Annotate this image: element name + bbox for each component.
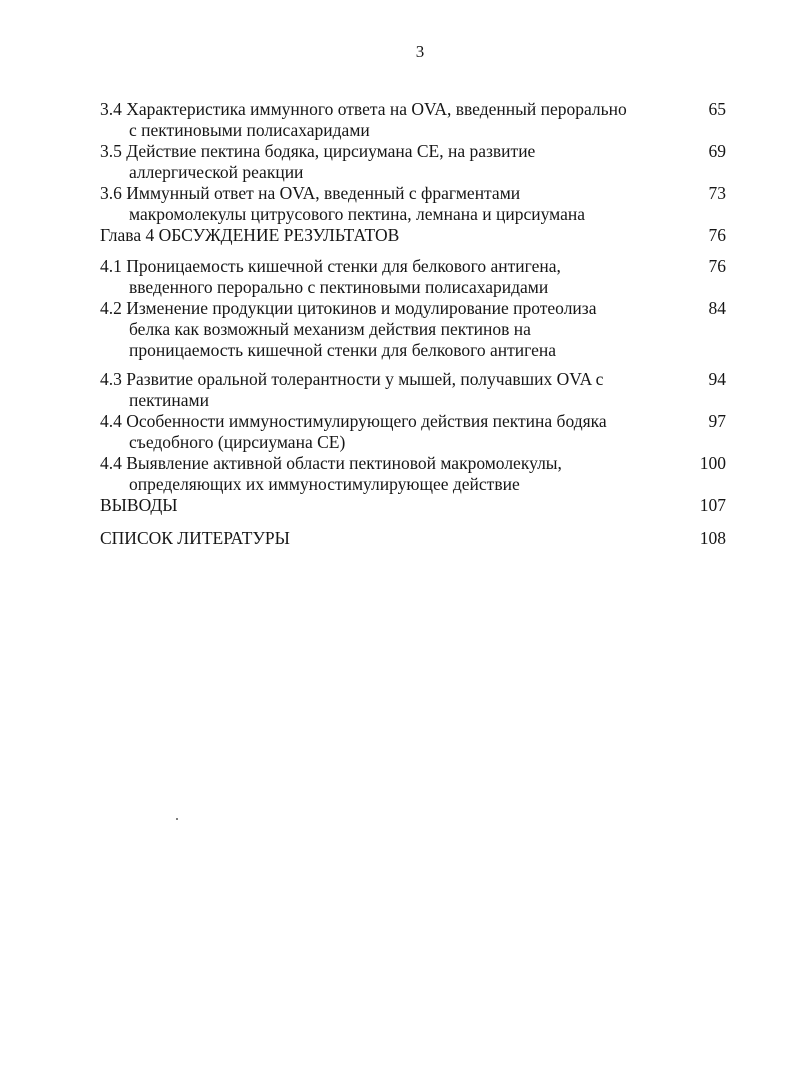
toc-entry-4-4-features xyxy=(100,411,726,453)
toc-entry-4-4-active-region xyxy=(100,453,726,495)
toc-entry-page: 100 xyxy=(699,453,726,473)
toc-entry-4-2 xyxy=(100,298,726,361)
toc-entry-line: аллергической реакции xyxy=(129,162,304,182)
toc-entry-line: введенного перорально с пектиновыми полисахаридами xyxy=(129,277,549,297)
toc-entry-title xyxy=(100,225,690,246)
toc-entry-line: макромолекулы цитрусового пектина, лемнана и цирсиумана xyxy=(129,204,585,224)
toc-entry-line: 3.6 Иммунный ответ на OVA, введенный с фрагментами xyxy=(100,183,521,203)
toc-entry-line: СПИСОК ЛИТЕРАТУРЫ xyxy=(100,528,290,548)
toc-entry-3-4 xyxy=(100,99,726,141)
toc-entry-title xyxy=(100,495,690,516)
toc-entry-line: 4.3 Развитие оральной толерантности у мышей, получавших OVA с xyxy=(100,369,604,389)
toc-entry-line: 3.5 Действие пектина бодяка, цирсиумана CE, на развитие xyxy=(100,141,536,161)
toc-entry-line: Глава 4 ОБСУЖДЕНИЕ РЕЗУЛЬТАТОВ xyxy=(100,225,400,245)
toc-entry-page: 108 xyxy=(699,528,726,548)
toc-entry-page: 76 xyxy=(708,256,726,276)
toc-entry-title xyxy=(100,528,690,549)
toc-entry-page: 94 xyxy=(708,369,726,389)
toc-entry-line: 4.2 Изменение продукции цитокинов и модулирование протеолиза xyxy=(100,298,597,318)
toc-entry-page: 65 xyxy=(708,99,726,119)
toc-entry-line: проницаемость кишечной стенки для белкового антигена xyxy=(129,340,556,360)
toc-entry-title xyxy=(100,141,690,183)
toc-entry-line: с пектиновыми полисахаридами xyxy=(129,120,370,140)
toc-entry-line: 4.4 Выявление активной области пектиновой макромолекулы, xyxy=(100,453,562,473)
toc-entry-line: пектинами xyxy=(129,390,209,410)
toc-entry-title xyxy=(100,411,690,453)
toc-entry-references xyxy=(100,528,726,549)
toc-entry-page: 107 xyxy=(699,495,726,515)
toc-entry-line: 4.1 Проницаемость кишечной стенки для белкового антигена, xyxy=(100,256,561,276)
toc-entry-title xyxy=(100,298,690,361)
toc-entry-line: белка как возможный механизм действия пектинов на xyxy=(129,319,531,339)
toc-entry-4-3 xyxy=(100,369,726,411)
toc-entry-line: определяющих их иммуностимулирующее действие xyxy=(129,474,520,494)
toc-entry-3-6 xyxy=(100,183,726,225)
toc-entry-line: 3.4 Характеристика иммунного ответа на OVA, введенный перорально xyxy=(100,99,627,119)
page-number: 3 xyxy=(415,42,425,61)
toc-entry-page: 84 xyxy=(708,298,726,318)
toc-entry-chapter-4 xyxy=(100,225,726,246)
toc-entry-line: съедобного (цирсиумана CE) xyxy=(129,432,346,452)
toc-entry-title xyxy=(100,183,690,225)
toc-entry-conclusions xyxy=(100,495,726,516)
toc-entry-title xyxy=(100,99,690,141)
toc-entry-title xyxy=(100,369,690,411)
table-of-contents xyxy=(100,99,726,549)
toc-entry-page: 97 xyxy=(708,411,726,431)
scan-speck xyxy=(176,818,178,820)
toc-entry-page: 76 xyxy=(708,225,726,245)
toc-entry-title xyxy=(100,256,690,298)
toc-entry-4-1 xyxy=(100,256,726,298)
toc-entry-page: 73 xyxy=(708,183,726,203)
toc-entry-page: 69 xyxy=(708,141,726,161)
toc-entry-title xyxy=(100,453,690,495)
toc-entry-line: ВЫВОДЫ xyxy=(100,495,178,515)
toc-entry-3-5 xyxy=(100,141,726,183)
toc-entry-line: 4.4 Особенности иммуностимулирующего действия пектина бодяка xyxy=(100,411,607,431)
